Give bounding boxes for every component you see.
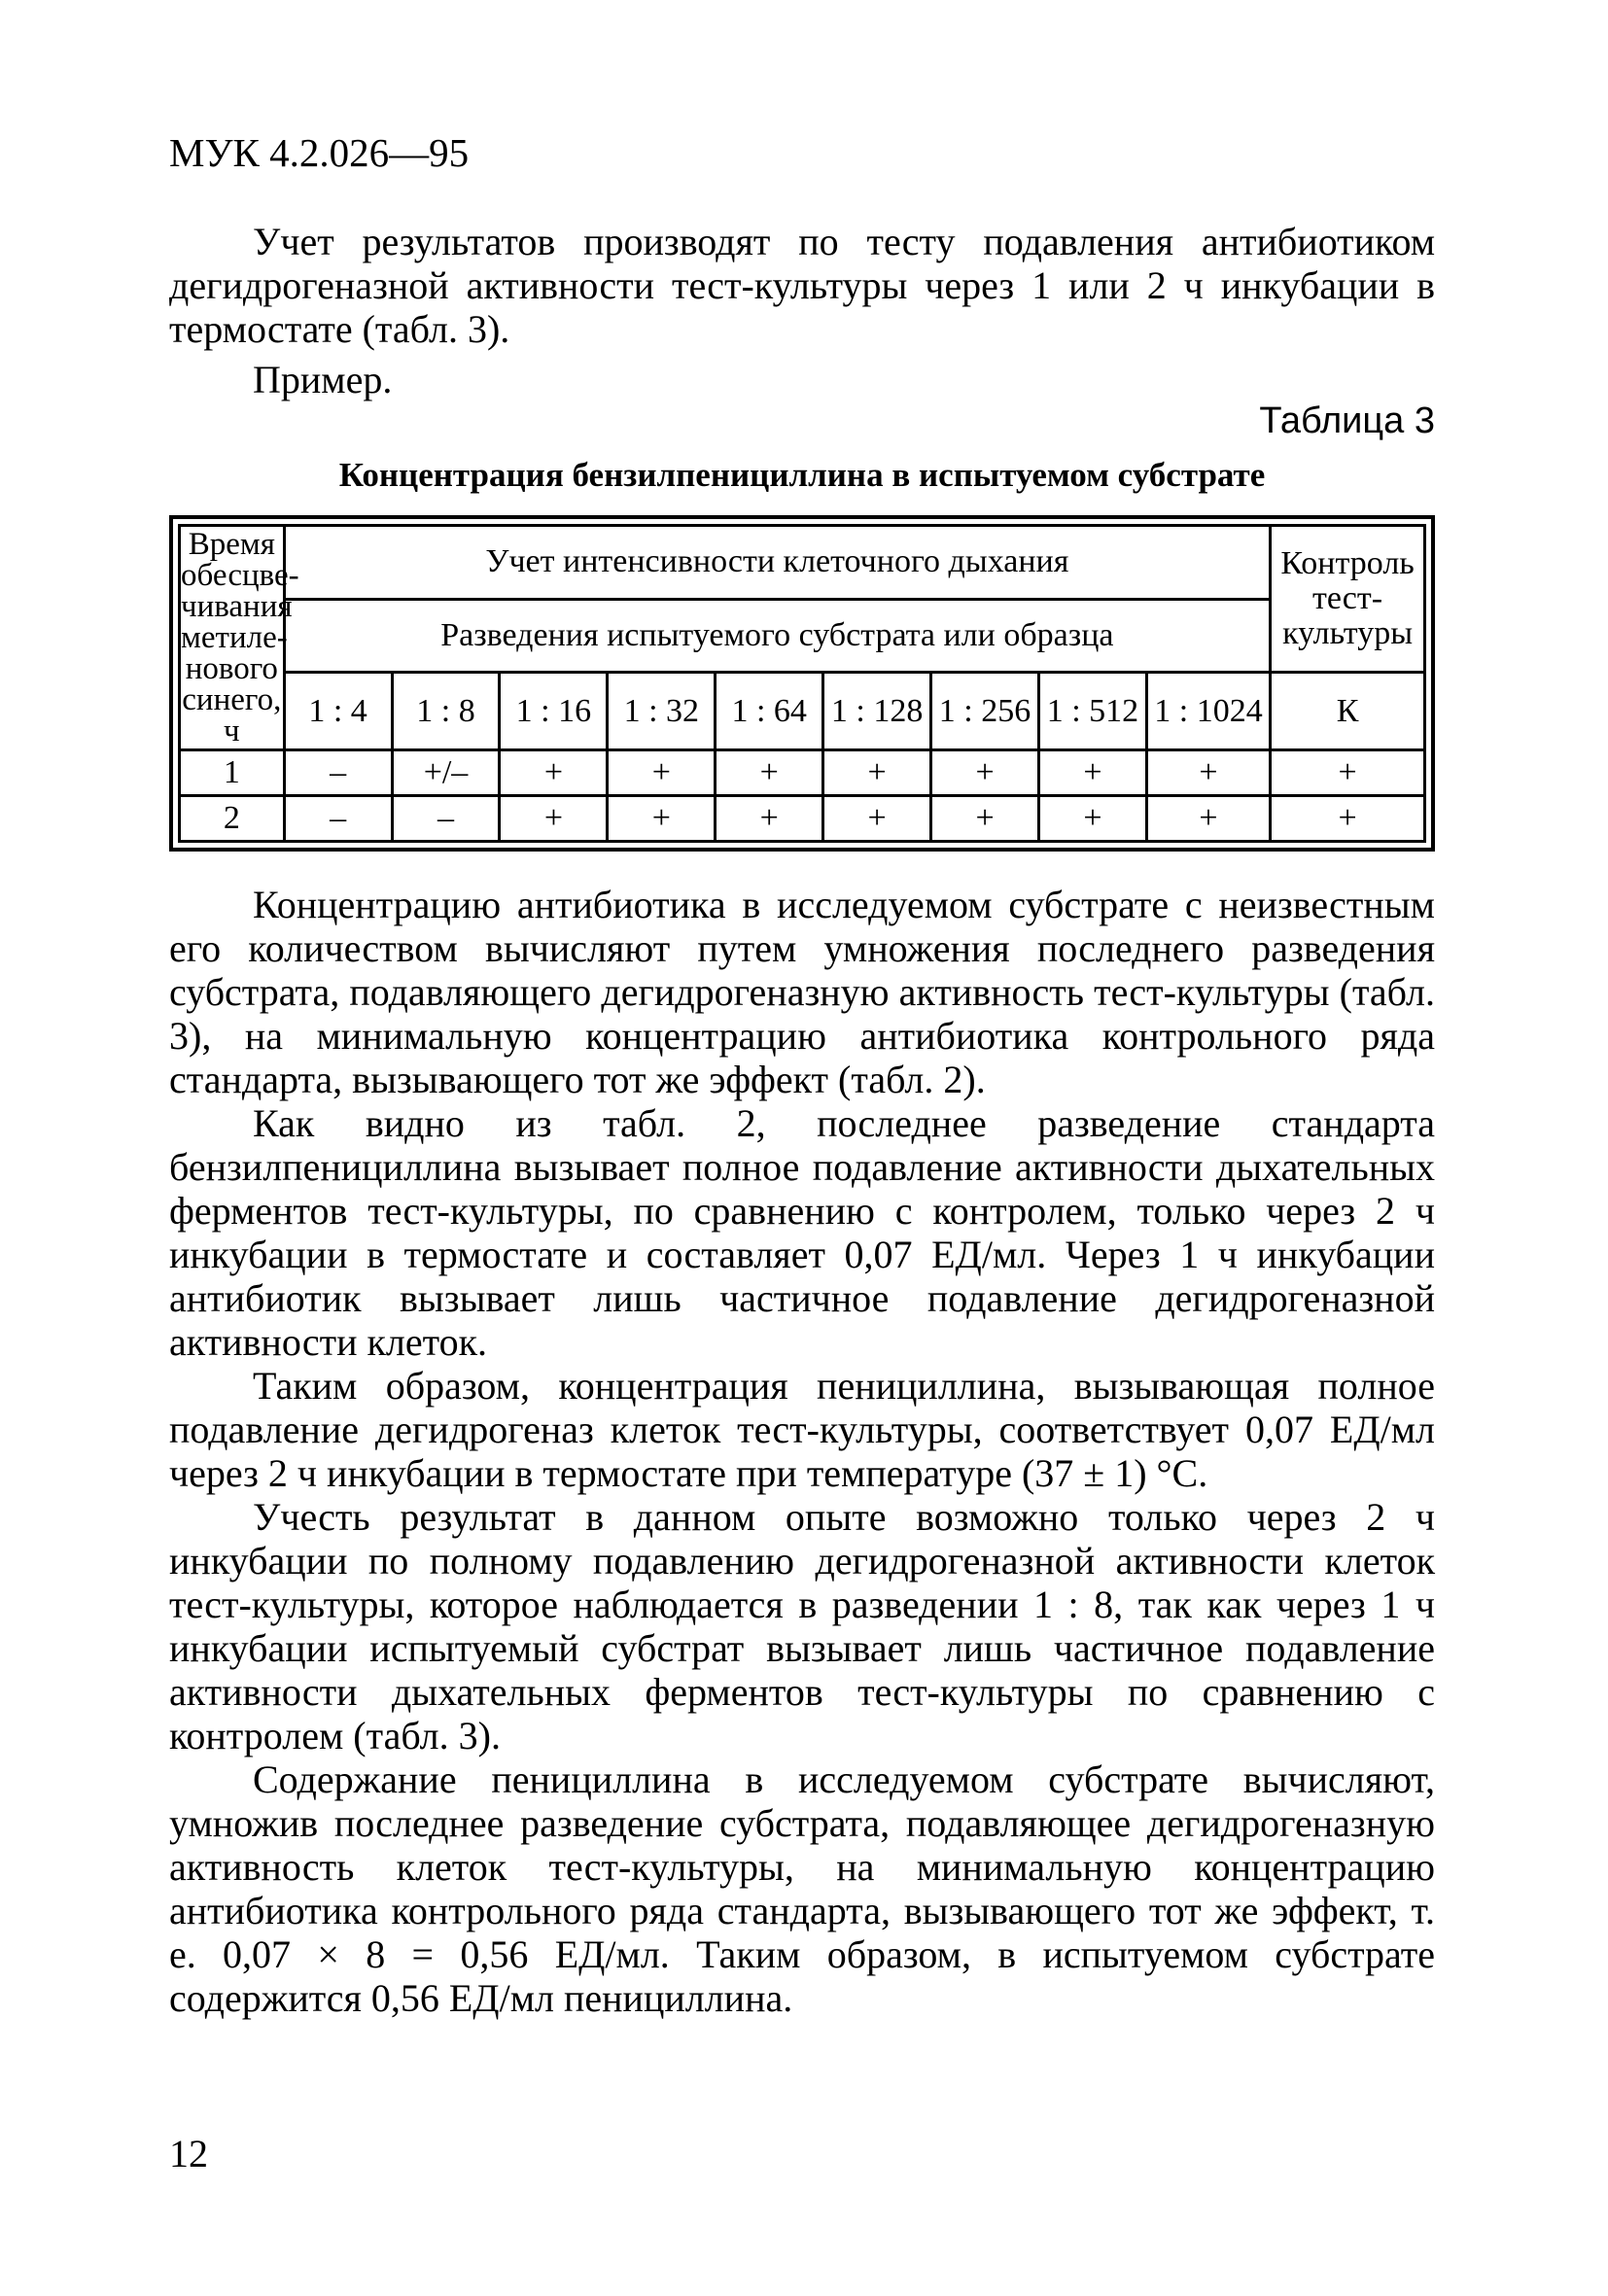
time-cell: 1	[180, 750, 285, 796]
time-header-line: синего, ч	[182, 682, 282, 748]
dilution-header: 1 : 1024	[1146, 673, 1270, 750]
page-number: 12	[169, 2132, 208, 2175]
dilution-header: 1 : 16	[500, 673, 608, 750]
body-paragraph: Концентрацию антибиотика в исследуемом субстрате с неизвестным его количеством вычисляют путем умножения последнего разведения субстрата, подавляющего дегидрогеназную активность тест-культуры (табл. 3), на минимальную концентрацию антибиотика контрольного ряда стандарта, вызывающего тот же эффект (табл. 2).	[169, 883, 1435, 1101]
control-label: К	[1271, 673, 1425, 750]
result-cell: +	[823, 796, 931, 842]
control-cell: +	[1271, 750, 1425, 796]
results-table	[178, 524, 1426, 843]
dilution-header: 1 : 128	[823, 673, 931, 750]
time-header-line: чивания	[181, 589, 293, 624]
table-row	[180, 750, 1425, 796]
result-cell: –	[284, 750, 392, 796]
result-cell: +	[1038, 750, 1146, 796]
table-title: Концентрация бензилпенициллина в испытуемом субстрате	[338, 456, 1266, 494]
result-cell: –	[284, 796, 392, 842]
control-cell: +	[1271, 796, 1425, 842]
result-cell: +	[931, 796, 1039, 842]
result-cell: +	[500, 796, 608, 842]
result-cell: +	[608, 750, 716, 796]
dilution-header: 1 : 8	[392, 673, 500, 750]
dilutions-header: Разведения испытуемого субстрата или образца	[284, 599, 1270, 673]
time-column-header	[180, 526, 299, 750]
intro-paragraph: Учет результатов производят по тесту подавления антибиотиком дегидрогеназной активности тест-культуры через 1 или 2 ч инкубации в термостате (табл. 3).	[169, 220, 1435, 351]
result-cell: +/–	[392, 750, 500, 796]
body-paragraph: Таким образом, концентрация пенициллина, вызывающая полное подавление дегидрогеназ клеток тест-культуры, соответствует 0,07 ЕД/мл через 2 ч инкубации в термостате при температуре (37 ± 1) °С.	[169, 1364, 1435, 1495]
result-cell: +	[1146, 750, 1270, 796]
time-header-line: нового	[185, 651, 278, 686]
group-header: Учет интенсивности клеточного дыхания	[284, 526, 1270, 600]
time-header-line: метиле-	[181, 620, 288, 655]
result-cell: +	[716, 796, 823, 842]
result-cell: +	[500, 750, 608, 796]
control-header-line: тест-	[1312, 580, 1383, 617]
table-subheader-row	[180, 599, 1425, 673]
dilutions-row	[180, 673, 1425, 750]
body-paragraph: Учесть результат в данном опыте возможно только через 2 ч инкубации по полному подавлению дегидрогеназной активности клеток тест-культуры, которое наблюдается в разведении 1 : 8, так как через 1 ч инкубации испытуемый субстрат вызывает лишь частичное подавление активности дыхательных ферментов тест-культуры по сравнению с контролем (табл. 3).	[169, 1495, 1435, 1757]
table-header-row	[180, 526, 1425, 600]
dilution-header: 1 : 64	[716, 673, 823, 750]
example-label: Пример.	[253, 358, 393, 401]
result-cell: +	[931, 750, 1039, 796]
time-header-line: Время	[188, 527, 275, 562]
body-section	[169, 883, 1435, 2020]
result-cell: +	[823, 750, 931, 796]
result-cell: +	[716, 750, 823, 796]
intro-section	[169, 220, 1435, 351]
dilution-header: 1 : 512	[1038, 673, 1146, 750]
table-number-label: Таблица 3	[1259, 400, 1435, 441]
result-cell: +	[1038, 796, 1146, 842]
body-paragraph: Как видно из табл. 2, последнее разведение стандарта бензилпенициллина вызывает полное подавление активности дыхательных ферментов тест-культуры, по сравнению с контролем, только через 2 ч инкубации в термостате и составляет 0,07 ЕД/мл. Через 1 ч инкубации антибиотик вызывает лишь частичное подавление дегидрогеназной активности клеток.	[169, 1101, 1435, 1364]
control-header-line: культуры	[1282, 615, 1414, 652]
table-row	[180, 796, 1425, 842]
body-paragraph: Содержание пенициллина в исследуемом субстрате вычисляют, умножив последнее разведение субстрата, подавляющее дегидрогеназную активность клеток тест-культуры, на минимальную концентрацию антибиотика контрольного ряда стандарта, вызывающего тот же эффект, т. е. 0,07 × 8 = 0,56 ЕД/мл. Таким образом, в испытуемом субстрате содержится 0,56 ЕД/мл пенициллина.	[169, 1757, 1435, 2020]
document-header: МУК 4.2.026—95	[169, 130, 470, 175]
result-cell: –	[392, 796, 500, 842]
control-header-line: Контроль	[1280, 545, 1415, 582]
result-cell: +	[1146, 796, 1270, 842]
dilution-header: 1 : 32	[608, 673, 716, 750]
dilution-header: 1 : 256	[931, 673, 1039, 750]
dilution-header: 1 : 4	[284, 673, 392, 750]
table-frame	[169, 515, 1435, 852]
result-cell: +	[608, 796, 716, 842]
control-column-header	[1271, 526, 1425, 673]
time-cell: 2	[180, 796, 285, 842]
time-header-line: обесцве-	[181, 558, 299, 593]
